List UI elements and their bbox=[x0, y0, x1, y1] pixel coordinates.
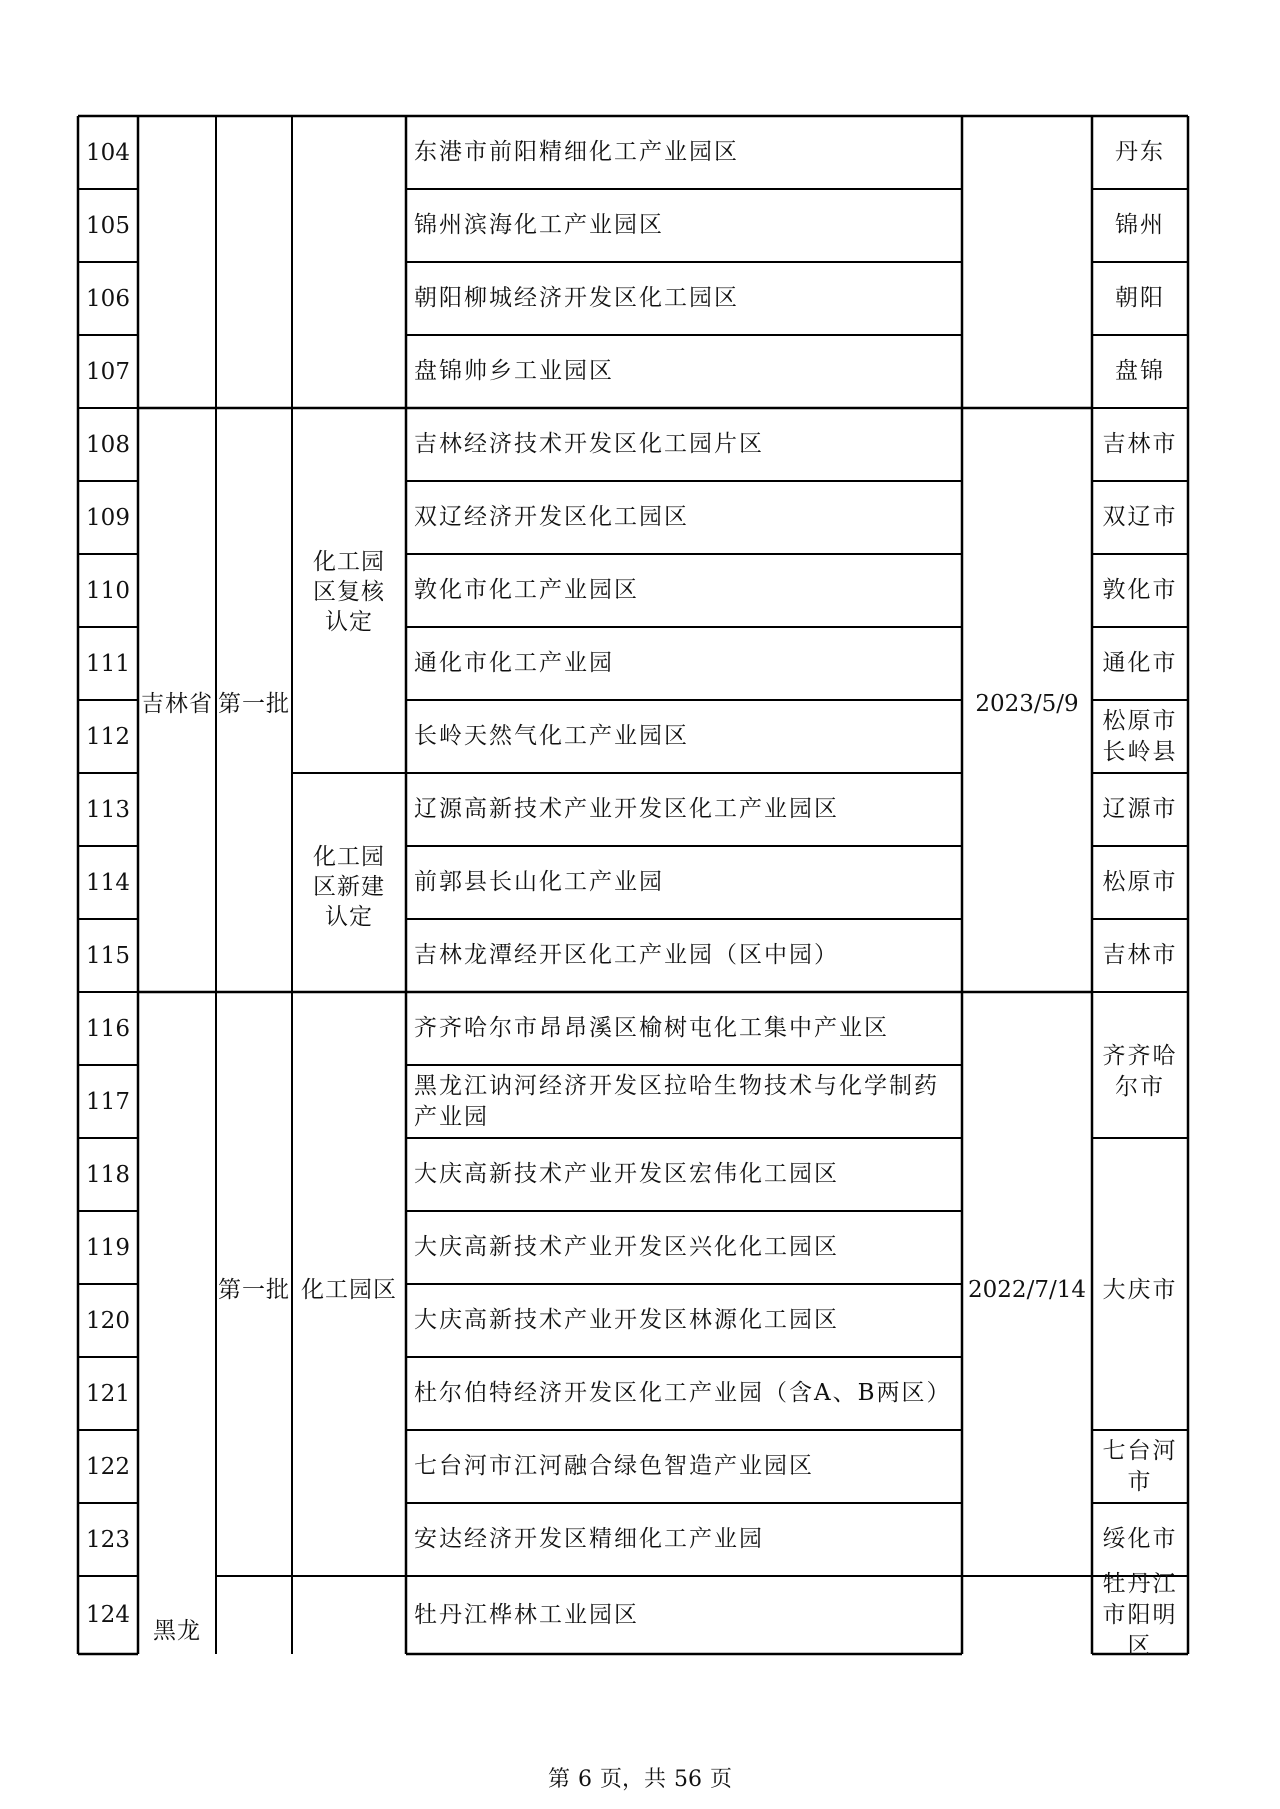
row-number: 106 bbox=[86, 285, 130, 312]
park-name: 大庆高新技术产业开发区宏伟化工园区 bbox=[414, 1161, 839, 1187]
park-name: 大庆高新技术产业开发区林源化工园区 bbox=[414, 1307, 839, 1333]
park-name: 辽源高新技术产业开发区化工产业园区 bbox=[414, 796, 839, 822]
row-number: 120 bbox=[86, 1307, 130, 1334]
city-label: 松原市长岭县 bbox=[1102, 707, 1178, 765]
park-name: 东港市前阳精细化工产业园区 bbox=[414, 139, 739, 165]
park-name: 锦州滨海化工产业园区 bbox=[414, 212, 664, 238]
footer-suffix: 页 bbox=[710, 1767, 733, 1792]
batch-label: 第一批 bbox=[218, 1277, 290, 1303]
city-label: 吉林市 bbox=[1102, 942, 1178, 968]
footer-page-number: 6 bbox=[577, 1767, 592, 1792]
park-name: 齐齐哈尔市昂昂溪区榆树屯化工集中产业区 bbox=[414, 1015, 889, 1041]
city-label: 七台河市 bbox=[1102, 1437, 1178, 1495]
park-type-label: 化工园区 bbox=[301, 1277, 397, 1303]
city-label: 敦化市 bbox=[1102, 577, 1178, 603]
footer-prefix: 第 bbox=[547, 1767, 570, 1792]
row-number: 111 bbox=[86, 650, 130, 677]
row-number: 109 bbox=[86, 504, 130, 531]
park-name: 安达经济开发区精细化工产业园 bbox=[414, 1526, 764, 1552]
city-label: 通化市 bbox=[1102, 650, 1178, 676]
row-number: 107 bbox=[86, 358, 130, 385]
batch-jilin-cell bbox=[216, 409, 292, 999]
city-qiqihar-cell bbox=[1092, 999, 1188, 1145]
row-number: 115 bbox=[86, 942, 130, 969]
date-hlj-cell bbox=[962, 999, 1092, 1581]
row-number: 105 bbox=[86, 212, 130, 239]
city-label: 辽源市 bbox=[1102, 796, 1178, 822]
row-number: 118 bbox=[86, 1161, 130, 1188]
page-footer bbox=[0, 1762, 1280, 1793]
row-number: 123 bbox=[86, 1526, 130, 1553]
park-type-label: 化工园区新建认定 bbox=[313, 844, 385, 930]
city-label: 盘锦 bbox=[1115, 358, 1165, 384]
row-number: 104 bbox=[86, 139, 130, 166]
park-name: 通化市化工产业园 bbox=[414, 650, 614, 676]
batch-label: 第一批 bbox=[218, 691, 290, 717]
date-jilin-cell bbox=[962, 409, 1092, 999]
type-hlj-cell bbox=[296, 999, 402, 1581]
footer-total-pages: 56 bbox=[674, 1767, 702, 1792]
type-recheck-cell bbox=[296, 409, 402, 775]
row-number: 119 bbox=[86, 1234, 130, 1261]
park-name: 双辽经济开发区化工园区 bbox=[414, 504, 689, 530]
type-new-cell bbox=[296, 775, 402, 999]
park-name: 大庆高新技术产业开发区兴化化工园区 bbox=[414, 1234, 839, 1260]
city-label: 大庆市 bbox=[1102, 1277, 1178, 1303]
batch-hlj-cell bbox=[216, 999, 292, 1581]
park-name: 七台河市江河融合绿色智造产业园区 bbox=[414, 1453, 814, 1479]
city-daqing-cell bbox=[1092, 1145, 1188, 1436]
city-label: 朝阳 bbox=[1115, 285, 1165, 311]
park-name: 长岭天然气化工产业园区 bbox=[414, 723, 689, 749]
row-number: 108 bbox=[86, 431, 130, 458]
city-label: 吉林市 bbox=[1102, 431, 1178, 457]
row-number: 117 bbox=[86, 1088, 130, 1115]
province-hlj-partial-cell bbox=[138, 1606, 216, 1656]
park-name: 朝阳柳城经济开发区化工园区 bbox=[414, 285, 739, 311]
row-number: 121 bbox=[86, 1380, 130, 1407]
park-name: 吉林龙潭经开区化工产业园（区中园） bbox=[414, 942, 839, 968]
park-name: 盘锦帅乡工业园区 bbox=[414, 358, 614, 384]
city-label: 齐齐哈尔市 bbox=[1102, 1043, 1178, 1100]
park-name: 敦化市化工产业园区 bbox=[414, 577, 639, 603]
row-number: 113 bbox=[86, 796, 130, 823]
park-name: 前郭县长山化工产业园 bbox=[414, 869, 664, 895]
park-name: 黑龙江讷河经济开发区拉哈生物技术与化学制药产业园 bbox=[414, 1072, 939, 1130]
certification-date: 2023/5/9 bbox=[975, 691, 1079, 717]
city-label: 松原市 bbox=[1102, 869, 1178, 895]
city-label: 锦州 bbox=[1115, 212, 1165, 238]
province-label: 黑龙 bbox=[153, 1618, 201, 1644]
park-name: 吉林经济技术开发区化工园片区 bbox=[414, 431, 764, 457]
row-number: 122 bbox=[86, 1453, 130, 1480]
park-name: 牡丹江桦林工业园区 bbox=[414, 1601, 639, 1628]
footer-mid: 页，共 bbox=[599, 1767, 666, 1792]
row-number: 124 bbox=[86, 1602, 130, 1628]
row-number: 110 bbox=[86, 577, 130, 604]
city-label: 丹东 bbox=[1115, 139, 1165, 165]
province-jilin-cell bbox=[138, 409, 216, 999]
row-number: 116 bbox=[86, 1015, 130, 1042]
park-name: 杜尔伯特经济开发区化工产业园（含A、B两区） bbox=[414, 1380, 952, 1406]
city-label: 牡丹江市阳明区 bbox=[1102, 1570, 1178, 1659]
city-label: 绥化市 bbox=[1102, 1526, 1178, 1552]
park-type-label: 化工园区复核认定 bbox=[313, 549, 385, 635]
row-number: 112 bbox=[86, 723, 130, 750]
certification-date: 2022/7/14 bbox=[968, 1277, 1086, 1303]
row-number: 114 bbox=[86, 869, 130, 896]
province-label: 吉林省 bbox=[141, 691, 213, 717]
city-label: 双辽市 bbox=[1102, 504, 1178, 530]
